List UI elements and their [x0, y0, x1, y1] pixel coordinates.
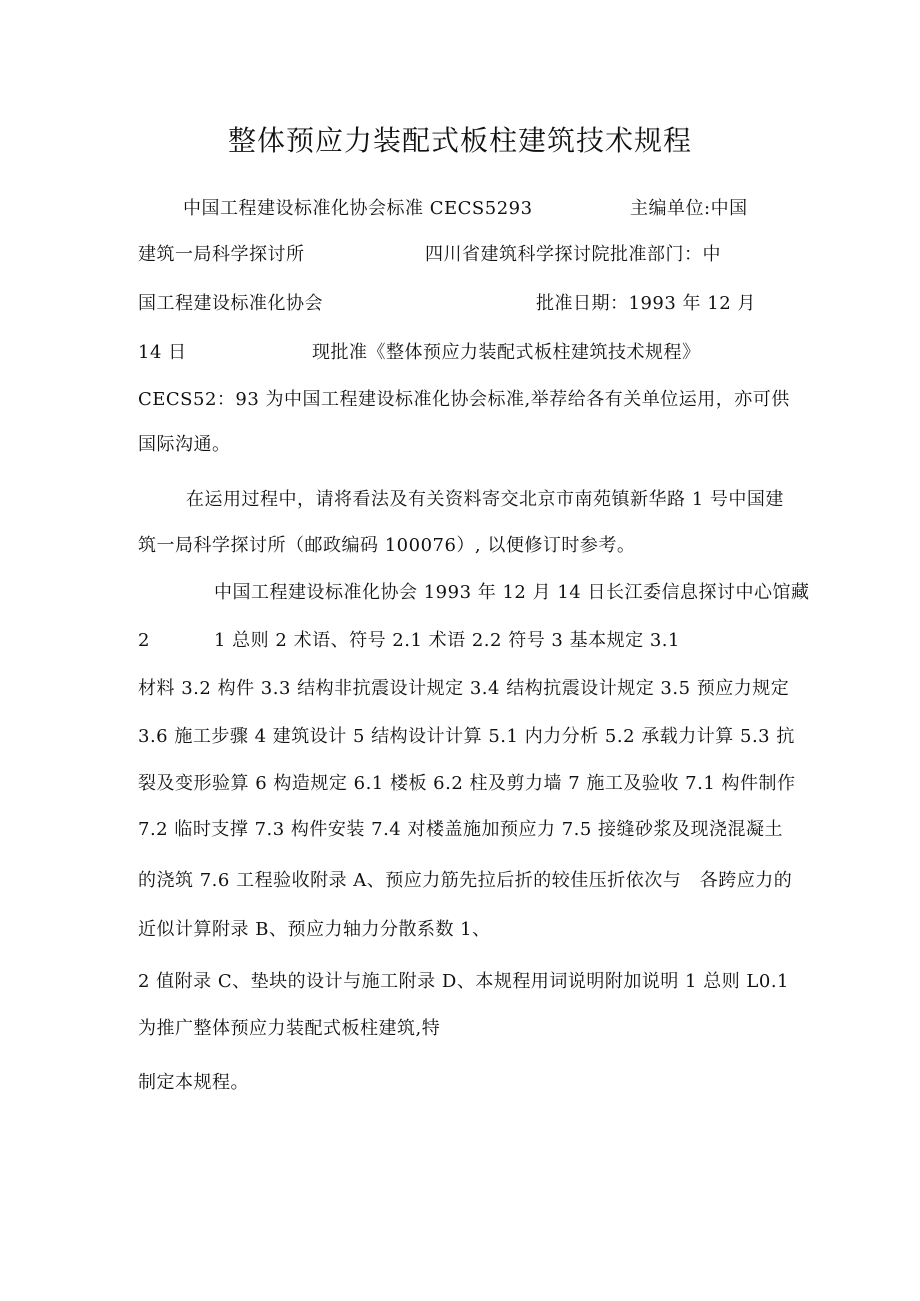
- text-line: 在运用过程中，请将看法及有关资料寄交北京市南苑镇新华路 1 号中国建: [186, 489, 784, 510]
- text-line: 3.6 施工步骤 4 建筑设计 5 结构设计计算 5.1 内力分析 5.2 承载力计算 5.3 抗: [138, 726, 795, 747]
- text-line: 中国工程建设标准化协会 1993 年 12 月 14 日长江委信息探讨中心馆藏: [214, 582, 810, 603]
- document-title: 整体预应力装配式板柱建筑技术规程: [227, 124, 692, 157]
- text-line: 主编单位:中国: [630, 198, 748, 219]
- text-line: 国工程建设标准化协会: [138, 293, 323, 314]
- text-line: 14 日: [138, 342, 187, 363]
- text-line: 四川省建筑科学探讨院批准部门：中: [425, 244, 721, 265]
- text-line: 为推广整体预应力装配式板柱建筑,特: [138, 1018, 441, 1039]
- text-line: 7.2 临时支撑 7.3 构件安装 7.4 对楼盖施加预应力 7.5 接缝砂浆及现浇混凝土: [138, 819, 784, 840]
- text-line: 近似计算附录 B、预应力轴力分散系数 1、: [138, 919, 491, 940]
- text-line: 2: [138, 630, 150, 651]
- text-line: 制定本规程。: [138, 1072, 249, 1093]
- text-line: 国际沟通。: [138, 434, 231, 455]
- text-line: 裂及变形验算 6 构造规定 6.1 楼板 6.2 柱及剪力墙 7 施工及验收 7.1 构件制作: [138, 773, 796, 794]
- text-line: 2 值附录 C、垫块的设计与施工附录 D、本规程用词说明附加说明 1 总则 L0.1: [138, 971, 790, 992]
- text-line: 中国工程建设标准化协会标准 CECS5293: [183, 198, 533, 219]
- text-line: 的浇筑 7.6 工程验收附录 A、预应力筋先拉后折的较佳压折依次与 各跨应力的: [138, 870, 793, 891]
- text-line: 建筑一局科学探讨所: [138, 244, 305, 265]
- text-line: 筑一局科学探讨所（邮政编码 100076）, 以便修订时参考。: [138, 535, 636, 556]
- text-line: 材料 3.2 构件 3.3 结构非抗震设计规定 3.4 结构抗震设计规定 3.5 预应力规定: [138, 678, 790, 699]
- text-line: CECS52：93 为中国工程建设标准化协会标准,举荐给各有关单位运用，亦可供: [138, 389, 790, 410]
- text-line: 1 总则 2 术语、符号 2.1 术语 2.2 符号 3 基本规定 3.1: [214, 630, 680, 651]
- text-line: 现批准《整体预应力装配式板柱建筑技术规程》: [312, 342, 701, 363]
- text-line: 批准日期：1993 年 12 月: [536, 293, 756, 314]
